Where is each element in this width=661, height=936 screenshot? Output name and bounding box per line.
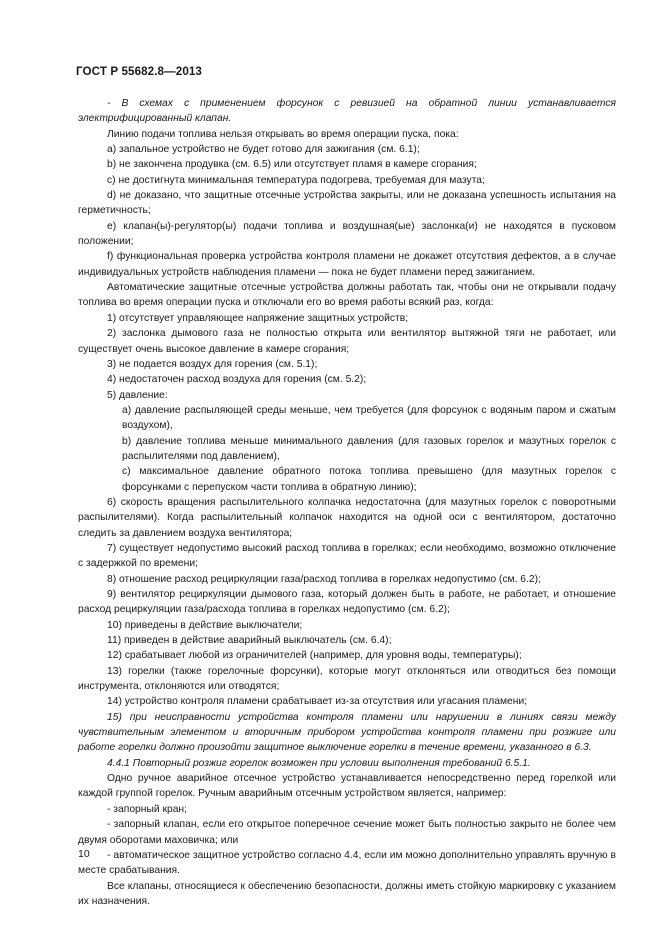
- page-number: 10: [78, 848, 90, 860]
- paragraph: 4) недостаточен расход воздуха для горения (см. 5.2);: [107, 374, 367, 386]
- paragraph: - запорный кран;: [107, 803, 187, 815]
- paragraph: Линию подачи топлива нельзя открывать во время операции пуска, пока:: [107, 128, 459, 140]
- paragraph: - автоматическое защитное устройство согласно 4.4, если им можно дополнительно управлять вручную в месте срабатывания.: [78, 849, 616, 877]
- paragraph: f) функциональная проверка устройства контроля пламени не докажет отсутствия дефектов, а в случае индивидуальных устройств наблюдения пламени — пока не будет пламени перед зажиганием.: [78, 251, 616, 278]
- paragraph: c) максимальное давление обратного потока топлива превышено (для мазутных горелок с форсунками с перепуском части топлива в обратную линию);: [122, 466, 616, 493]
- paragraph: d) не доказано, что защитные отсечные устройства закрыты, или не доказана успешность испытания на герметичность;: [78, 190, 616, 217]
- paragraph: 3) не подается воздух для горения (см. 5.1);: [107, 358, 318, 370]
- paragraph: 5) давление:: [107, 389, 168, 401]
- document-header: ГОСТ Р 55682.8—2013: [76, 65, 202, 78]
- document-body: [78, 96, 616, 909]
- paragraph: Все клапаны, относящиеся к обеспечению безопасности, должны иметь стойкую маркировку с указанием их назначения.: [78, 880, 616, 907]
- paragraph: a) запальное устройство не будет готово для зажигания (см. 6.1);: [107, 144, 420, 156]
- paragraph: 11) приведен в действие аварийный выключатель (см. 6.4);: [107, 635, 392, 647]
- paragraph: 8) отношение расход рециркуляции газа/расход топлива в горелках недопустимо (см. 6.2);: [107, 573, 541, 585]
- paragraph: 9) вентилятор рециркуляции дымового газа, который должен быть в работе, не работает, и отношение расход рециркуляции газа/расхода топлива в горелках недопустимо (см. 6.2);: [78, 589, 616, 616]
- paragraph: - запорный клапан, если его открытое поперечное сечение может быть полностью закрыто не более чем двумя оборотами маховичка; или: [78, 819, 616, 846]
- paragraph: 15) при неисправности устройства контроля пламени или нарушении в линиях связи между чувствительным элементом и вторичным прибором устройства контроля пламени при розжиге или работе горелки должно произойти защитное выключение горелки в течение времени, указанного в 6.3.: [78, 711, 616, 754]
- paragraph: 12) срабатывает любой из ограничителей (например, для уровня воды, температуры);: [107, 650, 522, 662]
- paragraph: b) не закончена продувка (см. 6.5) или отсутствует пламя в камере сгорания;: [107, 159, 477, 171]
- paragraph: 13) горелки (также горелочные форсунки), которые могут отклоняться или отводиться без помощи инструмента, отклоняются или отводятся;: [78, 665, 616, 693]
- paragraph: 1) отсутствует управляющее напряжение защитных устройств;: [107, 312, 409, 324]
- paragraph: b) давление топлива меньше минимального давления (для газовых горелок и мазутных горелок с распылителями под давлением),: [122, 435, 616, 462]
- paragraph: 6) скорость вращения распылительного колпачка недостаточна (для мазутных горелок с поворотными распылителями). Когда распылительный колпачок находится на одной оси с вентилятором, достаточно следить за давлением воздуха вентилятора;: [78, 496, 616, 539]
- paragraph: c) не достигнута минимальная температура подогрева, требуемая для мазута;: [107, 174, 485, 186]
- paragraph: 7) существует недопустимо высокий расход топлива в горелках; если необходимо, возможно отключение с задержкой по времени;: [78, 542, 616, 570]
- paragraph: Автоматические защитные отсечные устройства должны работать так, чтобы они не открывали подачу топлива во время операции пуска и отключали его во время работы всякий раз, когда:: [78, 282, 616, 309]
- paragraph: 4.4.1 Повторный розжиг горелок возможен при условии выполнения требований 6.5.1.: [107, 757, 531, 769]
- paragraph: - В схемах с применением форсунок с ревизией на обратной линии устанавливается электрифицированный клапан.: [78, 98, 616, 125]
- paragraph: a) давление распыляющей среды меньше, чем требуется (для форсунок с водяным паром и сжатым воздухом),: [122, 404, 616, 432]
- paragraph: Одно ручное аварийное отсечное устройство устанавливается непосредственно перед горелкой или каждой группой горелок. Ручным аварийным отсечным устройством является, например:: [78, 773, 616, 800]
- paragraph: 2) заслонка дымового газа не полностью открыта или вентилятор вытяжной тяги не работает, или существует очень высокое давление в камере сгорания;: [78, 328, 616, 355]
- paragraph: 14) устройство контроля пламени срабатывает из-за отсутствия или угасания пламени;: [107, 696, 528, 708]
- paragraph: 10) приведены в действие выключатели;: [107, 619, 303, 631]
- paragraph: e) клапан(ы)-регулятор(ы) подачи топлива и воздушная(ые) заслонка(и) не находятся в пусковом положении;: [78, 220, 616, 248]
